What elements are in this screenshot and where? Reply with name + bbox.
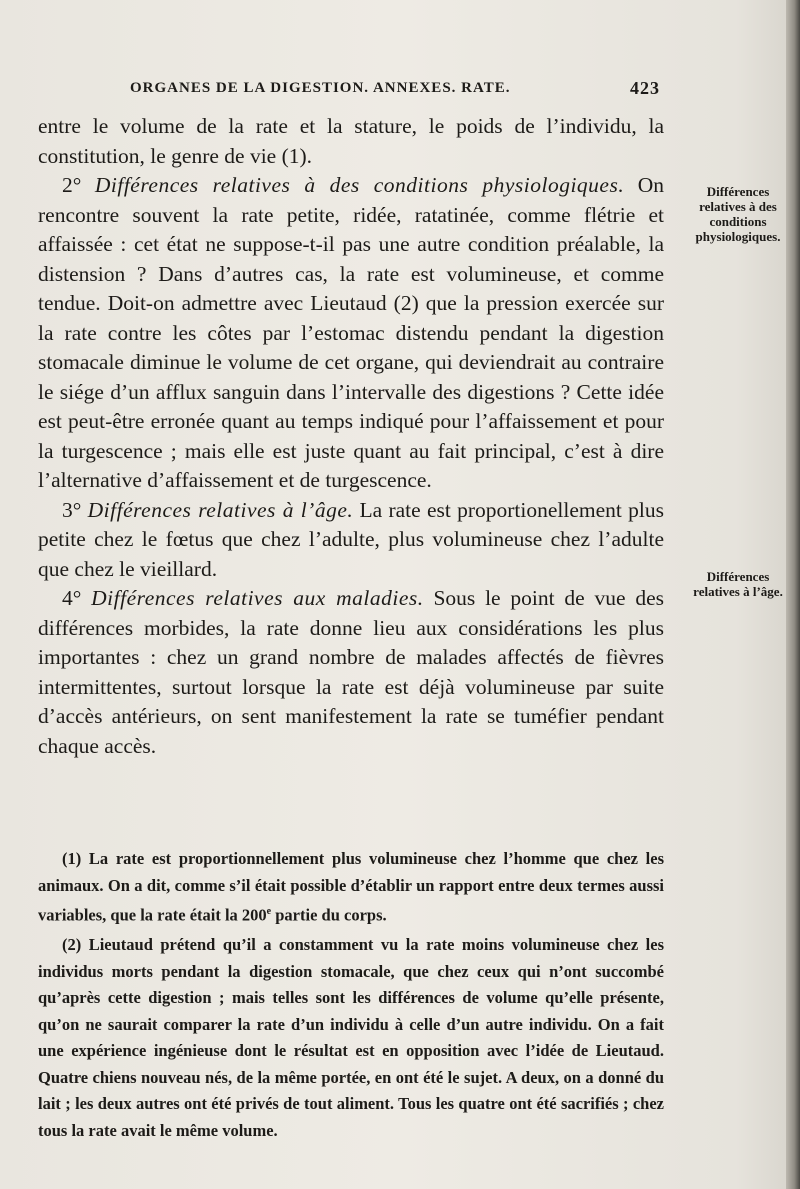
section-text-age: La rate est proportionellement plus petite chez le fœtus que chez l’adulte, plus volumineuse chez l’adulte que chez le vieillard.	[38, 497, 664, 581]
margin-note-age: Différences relatives à l’âge.	[693, 569, 783, 599]
footnote-1-text: (1) La rate est proportionnellement plus volumineuse chez l’homme que chez les animaux. On a dit, comme s’il était possible d’établir un rapport entre deux termes aussi variables, que la rate était la 200	[38, 849, 664, 925]
footnote-1-superscript: e	[266, 906, 272, 917]
running-title: ORGANES DE LA DIGESTION. ANNEXES. RATE.	[130, 80, 511, 96]
paragraph-age	[38, 496, 664, 585]
page-number: 423	[630, 78, 660, 98]
section-number: 3°	[62, 497, 88, 522]
margin-note-physiological: Différences relatives à des conditions physiologiques.	[695, 184, 781, 244]
main-text	[38, 112, 664, 761]
section-text-diseases: Sous le point de vue des différences morbides, la rate donne lieu aux considérations les plus importantes : chez un grand nombre de malades affectés de fièvres intermittentes, surtout lorsque la rate est déjà volumineuse par suite d’accès antérieurs, on sent manifestement la rate se tuméfier pendant chaque accès.	[38, 586, 664, 758]
footnote-1-end: partie du corps.	[271, 905, 387, 925]
section-number: 4°	[62, 586, 92, 610]
section-title-age: Différences relatives à l’âge.	[87, 497, 354, 522]
section-number: 2°	[62, 173, 95, 197]
section-title-diseases: Différences relatives aux maladies.	[91, 586, 424, 610]
paragraph-physiological	[38, 171, 664, 496]
paragraph-continuation: entre le volume de la rate et la stature, le poids de l’individu, la constitution, le genre de vie (1).	[38, 114, 664, 168]
section-text-physiological: On rencontre souvent la rate petite, ridée, ratatinée, comme flétrie et affaissée : cet état ne suppose-t-il pas une autre condition préalable, la distension ? Dans d’autres cas, la rate est volumineuse, et comme tendue. Doit-on admettre avec Lieutaud (2) que la pression exercée sur la rate contre les côtes par l’estomac distendu pendant la digestion stomacale diminue le volume de cet organe, qui deviendrait au contraire le siége d’un afflux sanguin dans l’intervalle des digestions ? Cette idée est peut-être erronée quant au temps indiqué pour l’affaissement et pour la turgescence ; mais elle est juste quant au fait principal, c’est à dire l’alternative d’affaissement et de turgescence.	[38, 173, 664, 492]
page-edge-shadow	[786, 0, 800, 1189]
footnote-2: (2) Lieutaud prétend qu’il a constamment vu la rate moins volumineuse chez les individus morts pendant la digestion stomacale, que chez ceux qui n’ont succombé qu’après cette digestion ; mais telles sont les différences de volume qu’elle présente, qu’on ne saurait comparer la rate d’un individu à celle d’un autre individu. On a fait une expérience ingénieuse dont le résultat est en opposition avec l’idée de Lieutaud. Quatre chiens nouveau nés, de la même portée, en ont été le sujet. A deux, on a donné du lait ; les deux autres ont été privés de tout aliment. Tous les quatre ont été sacrifiés ; chez tous la rate avait le même volume.	[38, 935, 664, 1140]
footnotes	[38, 846, 664, 1144]
footnote-1	[38, 846, 664, 929]
section-title-physiological: Différences relatives à des conditions physiologiques.	[94, 173, 625, 197]
paragraph-diseases	[38, 584, 664, 761]
page-header	[130, 78, 660, 102]
